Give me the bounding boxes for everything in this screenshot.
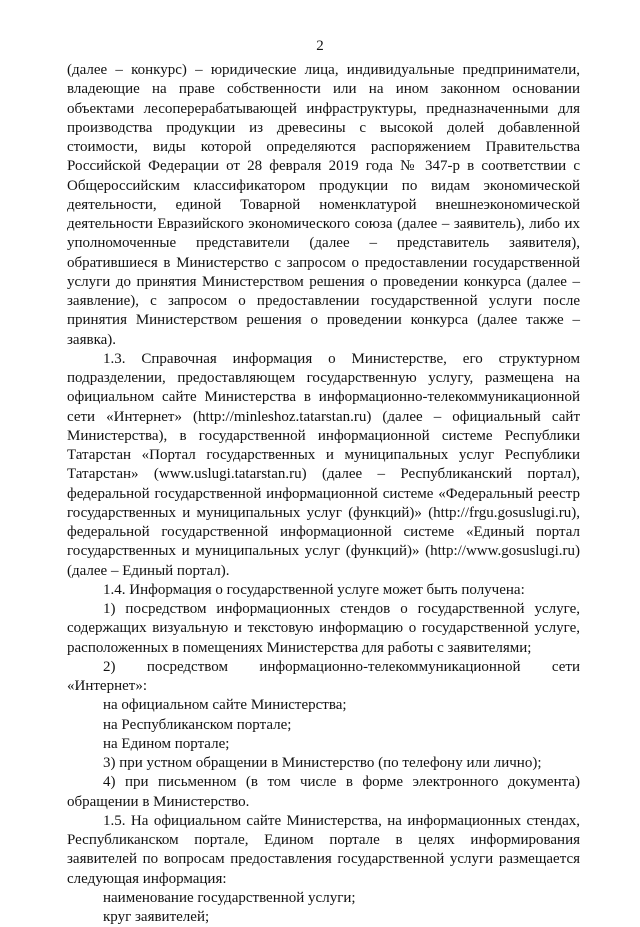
list-item-2-internet: 2) посредством информационно-телекоммуникационной сети «Интернет»: [67,658,580,694]
paragraph-applicants-definition: (далее – конкурс) – юридические лица, индивидуальные предприниматели, владеющие на праве собственности или на ином законном основании объектами лесоперерабатывающей инфраструктуры, предназначенными для производства продукции из древесины с высокой долей добавленной стоимости, виды которой определяются распоряжением Правительства Российской Федерации от 28 февраля 2019 года № 347-р в соответствии с Общероссийским классификатором продукции по видам экономической деятельности, единой Товарной номенклатурой внешнеэкономической деятельности Евразийского экономического союза (далее – заявитель), либо их уполномоченные представители (далее – представитель заявителя), обратившиеся в Министерство с запросом о предоставлении государственной услуги до принятия Министерством решения о проведении конкурса (далее – заявление), с запросом о предоставлении государственной услуги после принятия Министерством решения о проведении конкурса (далее также – заявка). [67,62,580,348]
paragraph-1-3-reference-info: 1.3. Справочная информация о Министерстве, его структурном подразделении, предоставляющем государственную услугу, размещена на официальном сайте Министерства в информационно-телекоммуникационной сети «Интернет» (http://minleshoz.tatarstan.ru) (далее – официальный сайт Министерства), в государственной информационной системе Республики Татарстан «Портал государственных и муниципальных услуг Республики Татарстан» (www.uslugi.tatarstan.ru) (далее – Республиканский портал), федеральной государственной информационной системе «Федеральный реестр государственных и муниципальных услуг (функций)» (http://frgu.gosuslugi.ru), федеральной государственной информационной системе «Единый портал государственных и муниципальных услуг (функций)» (http://www.gosuslugi.ru) (далее – Единый портал). [67,350,580,579]
list-item-3-oral-request: 3) при устном обращении в Министерство (по телефону или лично); [103,755,542,771]
sub-item-applicants-circle: круг заявителей; [103,909,210,925]
sub-item-unified-portal: на Едином портале; [103,735,230,752]
paragraph-1-5-published-info: 1.5. На официальном сайте Министерства, на информационных стендах, Республиканском портале, Едином портале в целях информирования заявителей по вопросам предоставления государственной услуги размещается следующая информация: [67,812,580,887]
sub-item-republic-portal: на Республиканском портале; [103,716,292,733]
sub-item-official-site: на официальном сайте Министерства; [103,697,347,714]
sub-item-service-name: наименование государственной услуги; [103,889,356,906]
document-body [67,61,580,927]
list-item-1-info-stands: 1) посредством информационных стендов о государственной услуге, содержащих визуальную и текстовую информацию о государственной услуге, расположенных в помещениях Министерства для работы с заявителями; [67,601,580,656]
paragraph-1-4-info-sources: 1.4. Информация о государственной услуге может быть получена: [103,581,525,598]
list-item-4-written-request: 4) при письменном (в том числе в форме электронного документа) обращении в Министерство. [67,774,580,810]
page-number: 2 [316,38,324,54]
